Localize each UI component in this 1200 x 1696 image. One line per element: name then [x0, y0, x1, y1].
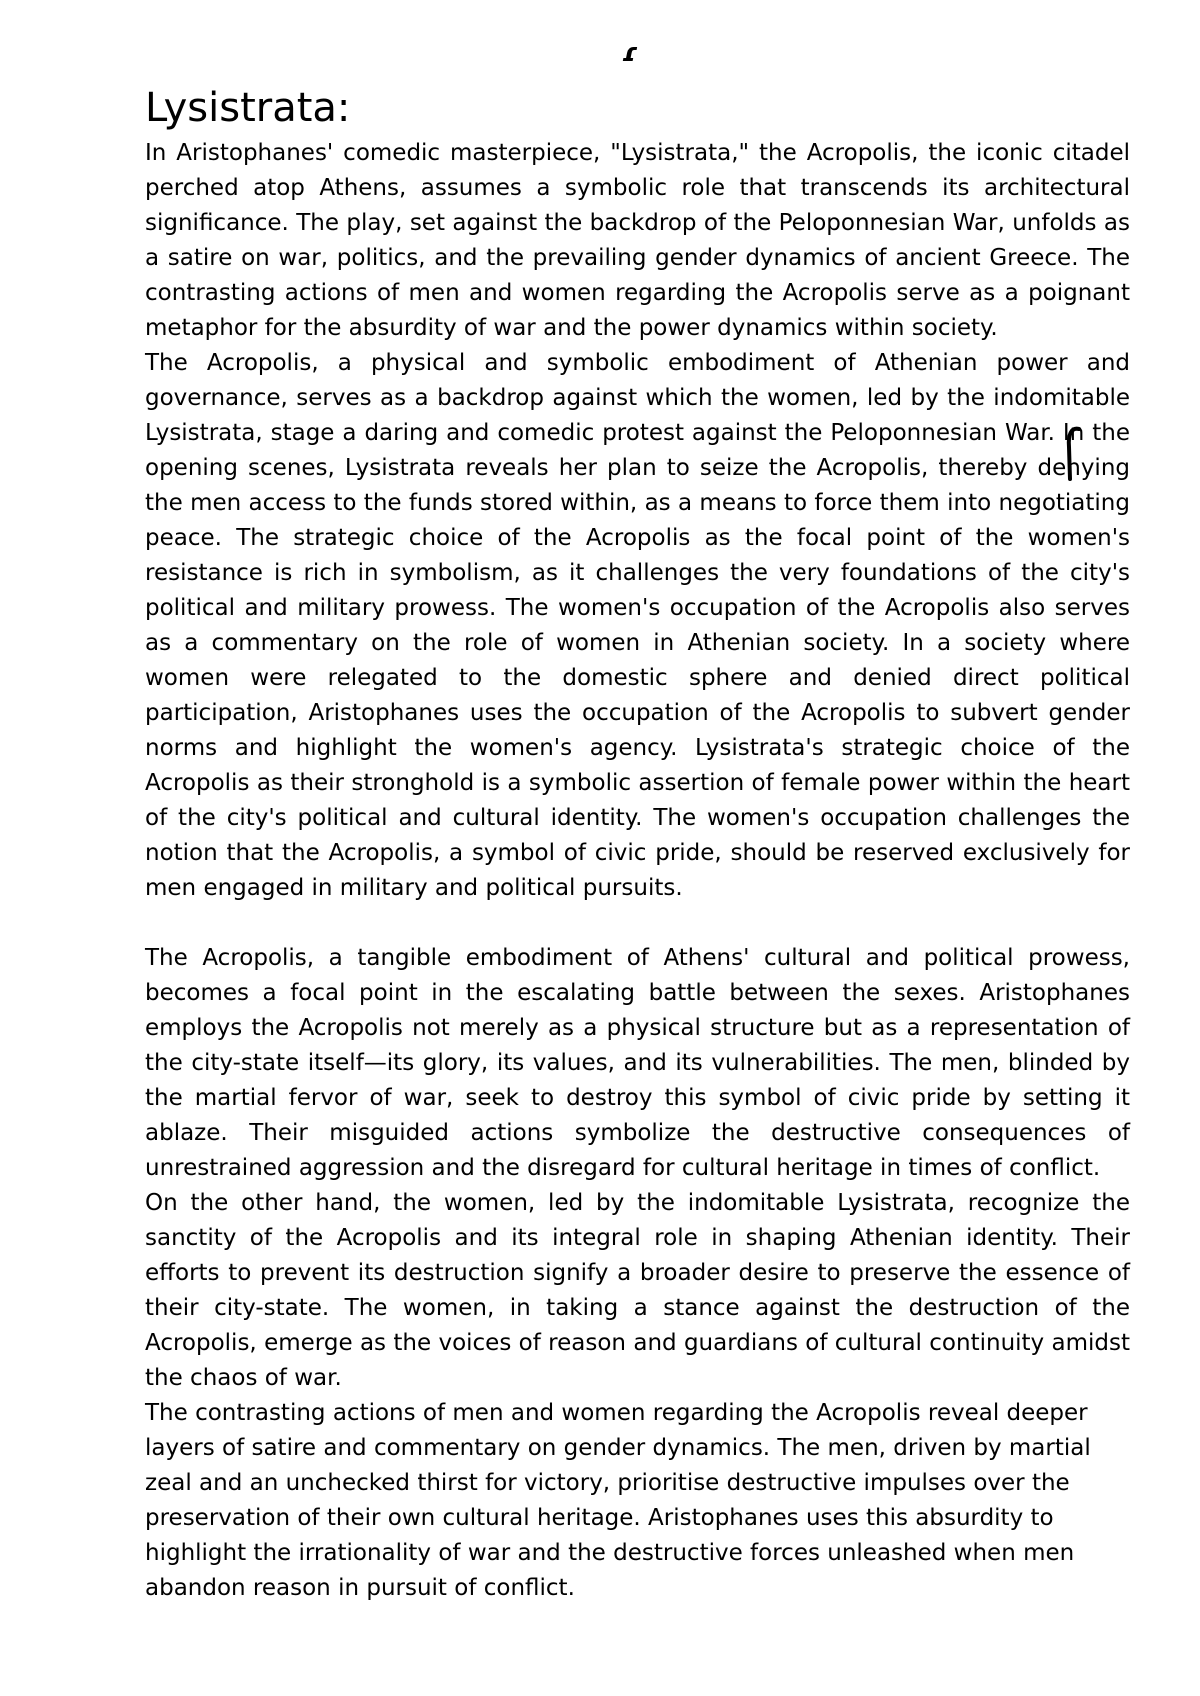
paragraph-battle-of-sexes: The Acropolis, a tangible embodiment of Athens' cultural and political prowess, becomes a focal point in the escalating battle between the sexes. Aristophanes employs the Acropolis not merely as a physical structure but as a representation of the city-state itself—its glory, its values, and its vulnerabilities. The men, blinded by the martial fervor of war, seek to destroy this symbol of civic pride by setting it ablaze. Their misguided actions symbolize the destructive consequences of unrestrained aggression and the disregard for cultural heritage in times of conflict. [145, 945, 1130, 1181]
paragraph-spacer [145, 906, 1130, 941]
ink-mark-icon [1065, 425, 1083, 483]
document-title: Lysistrata: [145, 85, 351, 131]
document-body [145, 80, 1130, 1606]
paragraph-intro: In Aristophanes' comedic masterpiece, "Lysistrata," the Acropolis, the iconic citadel perched atop Athens, assumes a symbolic role that transcends its architectural significance. The play, set against the backdrop of the Peloponnesian War, unfolds as a satire on war, politics, and the prevailing gender dynamics of ancient Greece. The contrasting actions of men and women regarding the Acropolis serve as a poignant metaphor for the absurdity of war and the power dynamics within society. [145, 140, 1130, 341]
paragraph-conclusion: The contrasting actions of men and women regarding the Acropolis reveal deeper layers of satire and commentary on gender dynamics. The men, driven by martial zeal and an unchecked thirst for victory, prioritise destructive impulses over the preservation of their own cultural heritage. Aristophanes uses this absurdity to highlight the irrationality of war and the destructive forces unleashed when men abandon reason in pursuit of conflict. [145, 1400, 1091, 1601]
paragraph-occupation: The Acropolis, a physical and symbolic embodiment of Athenian power and governance, serves as a backdrop against which the women, led by the indomitable Lysistrata, stage a daring and comedic protest against the Peloponnesian War. In the opening scenes, Lysistrata reveals her plan to seize the Acropolis, thereby denying the men access to the funds stored within, as a means to force them into negotiating peace. The strategic choice of the Acropolis as the focal point of the women's resistance is rich in symbolism, as it challenges the very foundations of the city's political and military prowess. The women's occupation of the Acropolis also serves as a commentary on the role of women in Athenian society. In a society where women were relegated to the domestic sphere and denied direct political participation, Aristophanes uses the occupation of the Acropolis to subvert gender norms and highlight the women's agency. Lysistrata's strategic choice of the Acropolis as their stronghold is a symbolic assertion of female power within the heart of the city's political and cultural identity. The women's occupation challenges the notion that the Acropolis, a symbol of civic pride, should be reserved exclusively for men engaged in military and political pursuits. [145, 350, 1130, 901]
header-mark: ɾ [622, 38, 638, 68]
paragraph-women-guardians: On the other hand, the women, led by the indomitable Lysistrata, recognize the sanctity of the Acropolis and its integral role in shaping Athenian identity. Their efforts to prevent its destruction signify a broader desire to preserve the essence of their city-state. The women, in taking a stance against the destruction of the Acropolis, emerge as the voices of reason and guardians of cultural continuity amidst the chaos of war. [145, 1190, 1130, 1391]
